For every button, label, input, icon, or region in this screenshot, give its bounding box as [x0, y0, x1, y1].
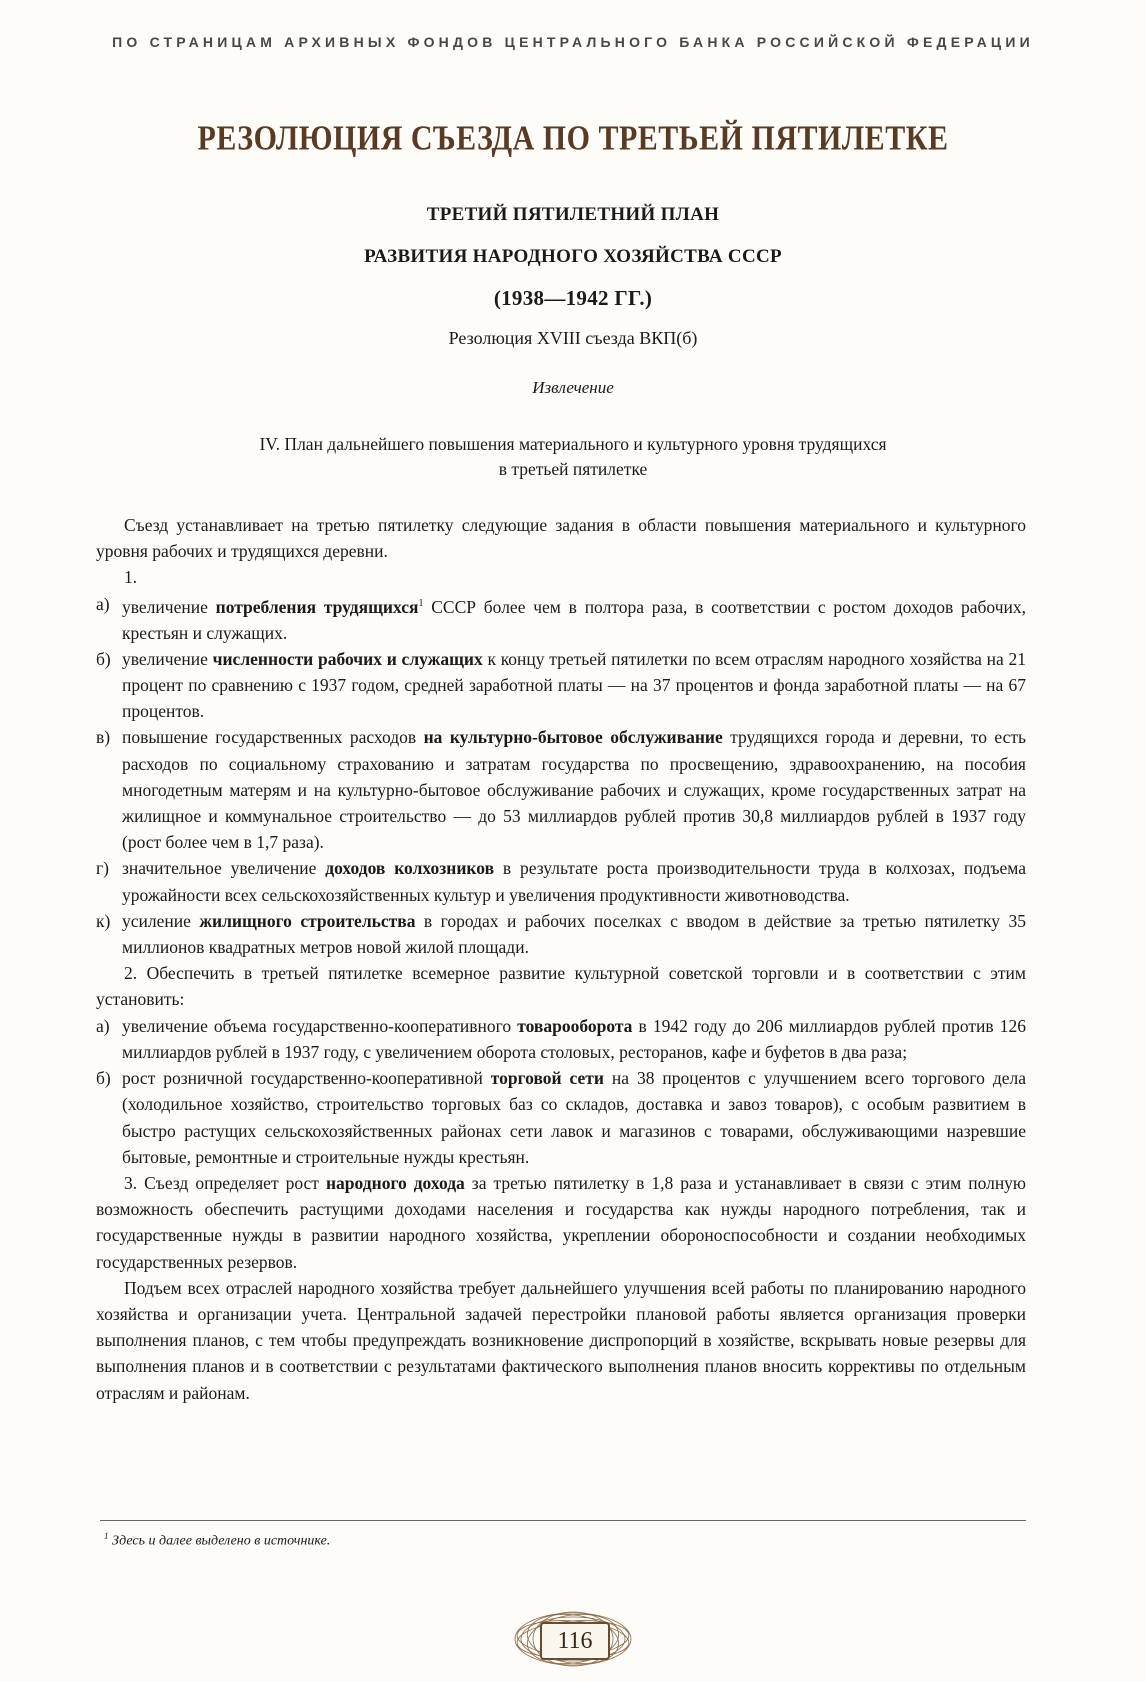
footnote — [104, 1531, 330, 1550]
document-title: РЕЗОЛЮЦИЯ СЪЕЗДА ПО ТРЕТЬЕЙ ПЯТИЛЕТКЕ — [197, 119, 949, 158]
emphasis: народного дохода — [325, 1172, 465, 1193]
point-3-paragraph: 3. Съезд определяет рост народного дохода за третью пятилетку в 1,8 раза и устанавливает в связи с этим полную возможность обеспечить растущими доходами населения и государства как нужды народного потребления, так и государственные нужды в развитии народного хозяйства, укреплении обороноспособности и создании необходимых государственных резервов. — [96, 1172, 1027, 1272]
subtitle-line-2: РАЗВИТИЯ НАРОДНОГО ХОЗЯЙСТВА СССР — [364, 246, 782, 267]
list-item-label: б) — [96, 648, 111, 669]
emphasis: доходов колхозников — [325, 858, 495, 879]
closing-paragraph: Подъем всех отраслей народного хозяйства требует дальнейшего улучшения всей работы по планированию народного хозяйства и организации учета. Центральной задачей перестройки плановой работы является организация проверки выполнения планов, с тем чтобы предупреждать возникновение диспропорций в хозяйстве, вскрывать новые резервы для выполнения планов и в соответствии с результатами фактического выполнения планов вносить коррективы по отдельным отраслям и районам. — [96, 1277, 1026, 1403]
list-item — [96, 855, 1026, 907]
emphasis: потребления трудящихся — [215, 596, 419, 617]
list-item-label: в) — [96, 727, 111, 748]
list-item-text: увеличение потребления трудящихся$^1$ СССР более чем в полтора раза, в соответствии с ростом доходов рабочих, крестьян и служащих. — [122, 596, 1026, 643]
footnote-marker: 1 — [104, 1531, 109, 1541]
emphasis: численности рабочих и служащих — [212, 648, 483, 669]
point-1-number: 1. — [124, 567, 138, 588]
section-title — [150, 432, 996, 482]
list-item — [96, 1013, 1026, 1065]
list-item — [96, 1065, 1026, 1170]
subtitle-line-1: ТРЕТИЙ ПЯТИЛЕТНИЙ ПЛАН — [426, 204, 720, 225]
list-item-label: б) — [96, 1068, 111, 1089]
emphasis: жилищного строительства — [199, 910, 416, 931]
subtitle-years: (1938—1942 ГГ.) — [493, 286, 653, 310]
section-title-line-2: в третьей пятилетке — [498, 459, 648, 479]
emphasis: торговой сети — [490, 1068, 604, 1089]
footnote-text: Здесь и далее выделено в источнике. — [112, 1533, 331, 1549]
emphasis: товарооборота — [517, 1015, 633, 1036]
list-item-text: увеличение численности рабочих и служащих к концу третьей пятилетки по всем отраслям народного хозяйства на 21 процент по сравнению с 1937 годом, средней заработной платы — на 37 процентов и фонда заработной платы — на 67 процентов. — [122, 648, 1027, 722]
list-item-label: г) — [96, 858, 110, 879]
footnote-ref: 1 — [418, 597, 424, 609]
list-item-label: а) — [96, 593, 110, 614]
document-body — [96, 512, 1026, 1406]
list-item-label: к) — [96, 910, 111, 931]
running-head: ПО СТРАНИЦАМ АРХИВНЫХ ФОНДОВ ЦЕНТРАЛЬНОГО БАНКА РОССИЙСКОЙ ФЕДЕРАЦИИ — [112, 34, 1034, 50]
list-item-text: увеличение объема государственно-кооперативного товарооборота в 1942 году до 206 миллиардов рублей против 126 миллиардов рублей в 1937 году, с увеличением оборота столовых, ресторанов, кафе и буфетов в два раза; — [122, 1015, 1026, 1062]
intro-paragraph: Съезд устанавливает на третью пятилетку следующие задания в области повышения материального и культурного уровня рабочих и трудящихся деревни. — [96, 515, 1026, 562]
list-item — [96, 908, 1026, 960]
list-item-label: а) — [96, 1015, 110, 1036]
page-number: 116 — [540, 1622, 610, 1660]
emphasis: на культурно-бытовое обслуживание — [423, 727, 723, 748]
list-item — [96, 724, 1026, 855]
list-item — [96, 646, 1026, 725]
list-item-text: усиление жилищного строительства в городах и рабочих поселках с вводом в действие за третью пятилетку 35 миллионов квадратных метров новой жилой площади. — [122, 910, 1026, 958]
section-title-line-1: IV. План дальнейшего повышения материального и культурного уровня трудящихся — [259, 434, 887, 454]
extract-label: Извлечение — [532, 378, 614, 397]
list-item-text: значительное увеличение доходов колхозников в результате роста производительности труда в колхозах, подъема урожайности всех сельскохозяйственных культур и увеличения продуктивности животноводства. — [122, 858, 1026, 905]
point-2-paragraph: 2. Обеспечить в третьей пятилетке всемерное развитие культурной советской торговли и в соответствии с этим установить: — [96, 963, 1026, 1010]
list-item-text: повышение государственных расходов на культурно-бытовое обслуживание трудящихся города и деревни, то есть расходов по социальному страхованию и затратам государства по просвещению, здравоохранению, на пособия многодетным матерям и на культурно-бытовое обслуживание рабочих и служащих, кроме государственных затрат на жилищное и коммунальное строительство — до 53 миллиардов рублей против 30,8 миллиардов рублей в 1937 году (рост более чем в 1,7 раза). — [122, 727, 1026, 853]
list-item — [96, 591, 1026, 646]
footnote-divider — [100, 1520, 1026, 1521]
list-item-text: рост розничной государственно-кооперативной торговой сети на 38 процентов с улучшением всего торгового дела (холодильное хозяйство, строительство торговых баз со складов, доставка и завоз товаров), с особым развитием в быстро растущих сельскохозяйственных районах сети лавок и магазинов с товарами, обслуживающими назревшие бытовые, ремонтные и строительные нужды крестьян. — [122, 1068, 1026, 1167]
resolution-caption: Резолюция XVIII съезда ВКП(б) — [448, 328, 698, 348]
